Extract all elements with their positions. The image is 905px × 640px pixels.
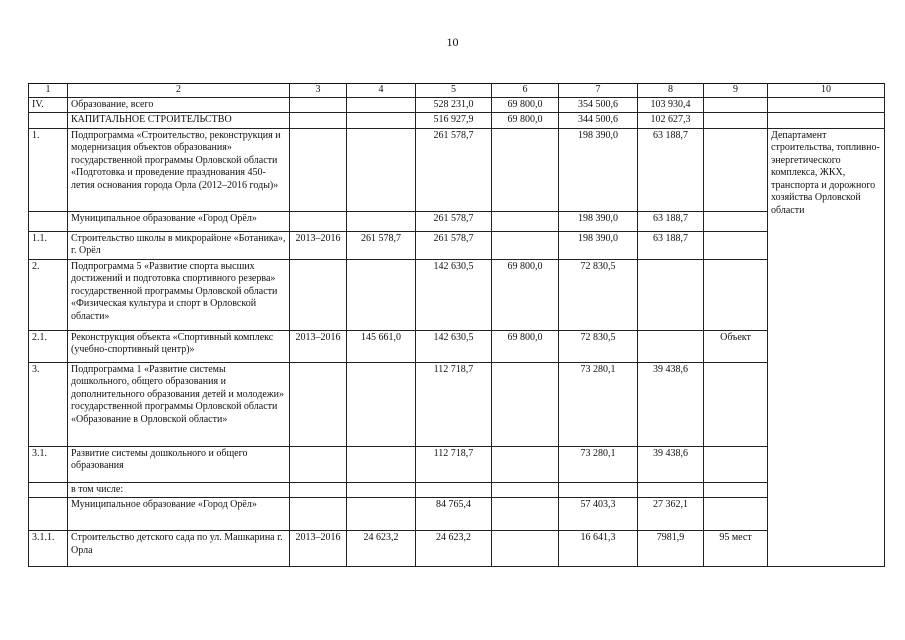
- budget-table: [28, 83, 885, 567]
- table-row: [29, 97, 885, 113]
- total-funding-cell: 112 718,7: [416, 446, 492, 482]
- row-name-cell: Развитие системы дошкольного и общего образования: [68, 446, 290, 482]
- row-name-cell: Муниципальное образование «Город Орёл»: [68, 498, 290, 531]
- header-cell: 9: [704, 84, 768, 98]
- total-funding-cell: 112 718,7: [416, 362, 492, 446]
- row-number-cell: [29, 482, 68, 498]
- row-number-cell: 1.: [29, 128, 68, 211]
- capacity-cell: [704, 211, 768, 231]
- period-cell: [290, 259, 347, 330]
- regional-budget-cell: 73 280,1: [559, 362, 638, 446]
- period-cell: [290, 498, 347, 531]
- municipal-budget-cell: 63 188,7: [638, 231, 704, 259]
- page-number: 10: [446, 35, 459, 49]
- capacity-cell: [704, 259, 768, 330]
- regional-budget-cell: 198 390,0: [559, 231, 638, 259]
- table-row: [29, 498, 885, 531]
- municipal-budget-cell: 39 438,6: [638, 446, 704, 482]
- municipal-budget-cell: 102 627,3: [638, 113, 704, 129]
- federal-budget-cell: [492, 482, 559, 498]
- table-header-row: [29, 84, 885, 98]
- municipal-budget-cell: 103 930,4: [638, 97, 704, 113]
- row-number-cell: IV.: [29, 97, 68, 113]
- regional-budget-cell: 344 500,6: [559, 113, 638, 129]
- federal-budget-cell: [492, 128, 559, 211]
- municipal-budget-cell: [638, 482, 704, 498]
- period-cell: [290, 482, 347, 498]
- period-cell: [290, 211, 347, 231]
- regional-budget-cell: 57 403,3: [559, 498, 638, 531]
- regional-budget-cell: 198 390,0: [559, 128, 638, 211]
- capacity-cell: [704, 362, 768, 446]
- regional-budget-cell: 72 830,5: [559, 259, 638, 330]
- municipal-budget-cell: 63 188,7: [638, 128, 704, 211]
- regional-budget-cell: [559, 482, 638, 498]
- period-cell: [290, 446, 347, 482]
- row-number-cell: 2.1.: [29, 330, 68, 362]
- table-row: [29, 211, 885, 231]
- table-row: [29, 482, 885, 498]
- capacity-cell: 95 мест: [704, 531, 768, 567]
- header-cell: 7: [559, 84, 638, 98]
- table-row: [29, 362, 885, 446]
- federal-budget-cell: [492, 498, 559, 531]
- row-number-cell: [29, 113, 68, 129]
- period-cell: 2013–2016: [290, 330, 347, 362]
- header-cell: 6: [492, 84, 559, 98]
- table-row: [29, 231, 885, 259]
- period-cell: [290, 362, 347, 446]
- period-cell: 2013–2016: [290, 531, 347, 567]
- header-cell: 3: [290, 84, 347, 98]
- federal-budget-cell: 69 800,0: [492, 97, 559, 113]
- federal-budget-cell: 69 800,0: [492, 330, 559, 362]
- regional-budget-cell: 16 641,3: [559, 531, 638, 567]
- period-cell: 2013–2016: [290, 231, 347, 259]
- row-name-cell: Муниципальное образование «Город Орёл»: [68, 211, 290, 231]
- row-number-cell: 3.1.1.: [29, 531, 68, 567]
- row-number-cell: [29, 211, 68, 231]
- total-funding-cell: 261 578,7: [416, 128, 492, 211]
- table-row: [29, 531, 885, 567]
- period-cell: [290, 113, 347, 129]
- capacity-cell: [704, 231, 768, 259]
- regional-budget-cell: 73 280,1: [559, 446, 638, 482]
- municipal-budget-cell: [638, 330, 704, 362]
- header-cell: 1: [29, 84, 68, 98]
- total-funding-cell: 516 927,9: [416, 113, 492, 129]
- table-row: [29, 128, 885, 211]
- row-name-cell: Подпрограмма 1 «Развитие системы дошкольного, общего образования и дополнительного образования детей и молодежи» государственной программы Орловской области «Образование в Орловской области»: [68, 362, 290, 446]
- header-cell: 2: [68, 84, 290, 98]
- municipal-budget-cell: 27 362,1: [638, 498, 704, 531]
- header-cell: 5: [416, 84, 492, 98]
- row-name-cell: Строительство школы в микрорайоне «Ботаника», г. Орёл: [68, 231, 290, 259]
- total-funding-cell: 24 623,2: [416, 531, 492, 567]
- total-funding-cell: [416, 482, 492, 498]
- capacity-cell: Объект: [704, 330, 768, 362]
- capacity-cell: [704, 482, 768, 498]
- estimate-cost-cell: 24 623,2: [347, 531, 416, 567]
- federal-budget-cell: [492, 211, 559, 231]
- total-funding-cell: 142 630,5: [416, 330, 492, 362]
- table-row: [29, 259, 885, 330]
- total-funding-cell: 261 578,7: [416, 231, 492, 259]
- row-name-cell: Образование, всего: [68, 97, 290, 113]
- regional-budget-cell: 72 830,5: [559, 330, 638, 362]
- estimate-cost-cell: [347, 128, 416, 211]
- estimate-cost-cell: [347, 259, 416, 330]
- row-name-cell: КАПИТАЛЬНОЕ СТРОИТЕЛЬСТВО: [68, 113, 290, 129]
- row-number-cell: 1.1.: [29, 231, 68, 259]
- estimate-cost-cell: [347, 97, 416, 113]
- estimate-cost-cell: [347, 362, 416, 446]
- estimate-cost-cell: [347, 211, 416, 231]
- estimate-cost-cell: 261 578,7: [347, 231, 416, 259]
- table-row: [29, 113, 885, 129]
- total-funding-cell: 261 578,7: [416, 211, 492, 231]
- row-number-cell: 2.: [29, 259, 68, 330]
- federal-budget-cell: [492, 231, 559, 259]
- regional-budget-cell: 354 500,6: [559, 97, 638, 113]
- federal-budget-cell: [492, 531, 559, 567]
- municipal-budget-cell: 39 438,6: [638, 362, 704, 446]
- capacity-cell: [704, 446, 768, 482]
- municipal-budget-cell: 63 188,7: [638, 211, 704, 231]
- regional-budget-cell: 198 390,0: [559, 211, 638, 231]
- capacity-cell: [704, 97, 768, 113]
- row-name-cell: Подпрограмма 5 «Развитие спорта высших достижений и подготовка спортивного резерва» государственной программы Орловской области «Физическая культура и спорт в Орловской области»: [68, 259, 290, 330]
- row-number-cell: 3.: [29, 362, 68, 446]
- federal-budget-cell: [492, 362, 559, 446]
- federal-budget-cell: 69 800,0: [492, 259, 559, 330]
- row-name-cell: Строительство детского сада по ул. Машкарина г. Орла: [68, 531, 290, 567]
- responsible-cell: [768, 97, 885, 113]
- period-cell: [290, 128, 347, 211]
- table-row: [29, 446, 885, 482]
- row-number-cell: [29, 498, 68, 531]
- header-cell: 8: [638, 84, 704, 98]
- capacity-cell: [704, 498, 768, 531]
- table-row: [29, 330, 885, 362]
- estimate-cost-cell: [347, 498, 416, 531]
- federal-budget-cell: 69 800,0: [492, 113, 559, 129]
- header-cell: 4: [347, 84, 416, 98]
- capacity-cell: [704, 113, 768, 129]
- estimate-cost-cell: 145 661,0: [347, 330, 416, 362]
- estimate-cost-cell: [347, 482, 416, 498]
- estimate-cost-cell: [347, 113, 416, 129]
- responsible-cell: [768, 113, 885, 129]
- row-name-cell: в том числе:: [68, 482, 290, 498]
- total-funding-cell: 142 630,5: [416, 259, 492, 330]
- federal-budget-cell: [492, 446, 559, 482]
- total-funding-cell: 528 231,0: [416, 97, 492, 113]
- municipal-budget-cell: [638, 259, 704, 330]
- row-number-cell: 3.1.: [29, 446, 68, 482]
- responsible-department-cell: Департамент строительства, топливно-энергетического комплекса, ЖКХ, транспорта и дорожного хозяйства Орловской области: [768, 128, 885, 567]
- row-name-cell: Подпрограмма «Строительство, реконструкция и модернизация объектов образования» государственной программы Орловской области «Подготовка и проведение празднования 450-летия основания города Орла (2012–2016 годы)»: [68, 128, 290, 211]
- period-cell: [290, 97, 347, 113]
- row-name-cell: Реконструкция объекта «Спортивный комплекс (учебно-спортивный центр)»: [68, 330, 290, 362]
- municipal-budget-cell: 7981,9: [638, 531, 704, 567]
- total-funding-cell: 84 765,4: [416, 498, 492, 531]
- estimate-cost-cell: [347, 446, 416, 482]
- capacity-cell: [704, 128, 768, 211]
- header-cell: 10: [768, 84, 885, 98]
